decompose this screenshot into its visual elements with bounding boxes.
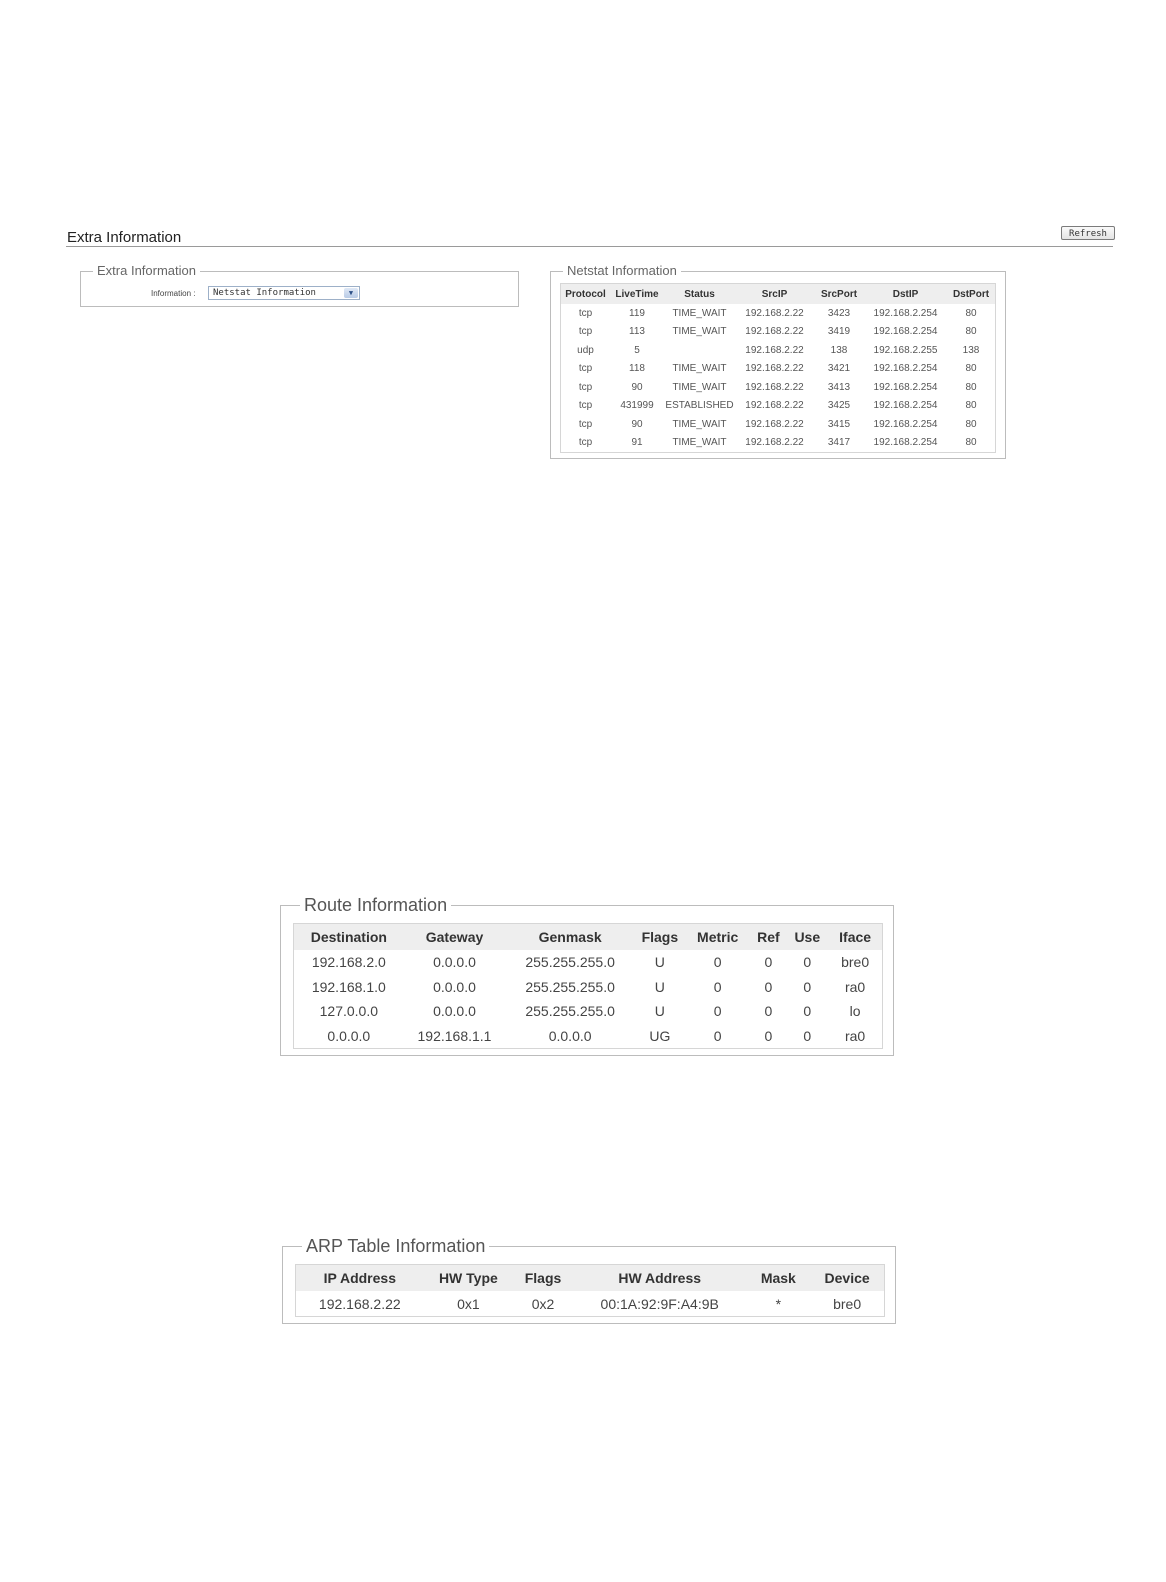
netstat-cell: 192.168.2.22 (745, 381, 804, 393)
netstat-cell: tcp (578, 307, 593, 319)
route-information-legend: Route Information (300, 895, 451, 916)
table-row (561, 341, 995, 360)
netstat-information-panel (550, 263, 1006, 459)
netstat-cell: 192.168.2.22 (745, 437, 804, 449)
route-cell: 0 (764, 1003, 773, 1020)
netstat-cell: 80 (965, 418, 977, 430)
netstat-cell: tcp (578, 400, 593, 412)
route-cell: U (654, 978, 665, 995)
refresh-button[interactable]: Refresh (1061, 226, 1115, 240)
netstat-cell: ESTABLISHED (665, 400, 734, 412)
netstat-cell: 90 (631, 381, 643, 393)
netstat-column-header: DstPort (947, 284, 995, 304)
netstat-column-header: Status (664, 284, 735, 304)
information-select-value: Netstat Information (213, 288, 316, 298)
netstat-cell: 3415 (827, 418, 851, 430)
route-column-header: Metric (685, 924, 751, 950)
arp-cell: bre0 (833, 1295, 862, 1312)
route-cell: 127.0.0.0 (319, 1003, 379, 1020)
netstat-cell: tcp (578, 418, 593, 430)
route-cell: U (654, 954, 665, 971)
arp-body (296, 1291, 884, 1316)
route-cell: 0 (764, 978, 773, 995)
route-cell: 192.168.1.1 (417, 1027, 492, 1044)
page-title: Extra Information (67, 229, 182, 246)
table-row (294, 950, 882, 975)
netstat-cell: 192.168.2.254 (873, 400, 938, 412)
netstat-cell: TIME_WAIT (672, 437, 727, 449)
arp-column-header: IP Address (296, 1265, 424, 1291)
netstat-table-frame (560, 283, 996, 453)
netstat-cell: TIME_WAIT (672, 418, 727, 430)
netstat-cell: 3413 (827, 381, 851, 393)
netstat-column-header: Protocol (561, 284, 610, 304)
netstat-cell: 192.168.2.22 (745, 326, 804, 338)
route-cell: 0.0.0.0 (548, 1027, 592, 1044)
arp-table (296, 1265, 884, 1316)
table-row (561, 415, 995, 434)
arp-cell: 00:1A:92:9F:A4:9B (600, 1295, 719, 1312)
arp-column-header: HW Address (573, 1265, 747, 1291)
route-information-panel (280, 895, 894, 1056)
netstat-cell: 80 (965, 437, 977, 449)
route-cell: lo (849, 1003, 861, 1020)
route-cell: UG (649, 1027, 671, 1044)
netstat-cell: 138 (830, 344, 848, 356)
netstat-table (561, 284, 995, 452)
netstat-cell: 118 (629, 363, 645, 375)
arp-table-frame (295, 1264, 885, 1317)
netstat-cell: 80 (965, 381, 977, 393)
route-header-row (294, 924, 882, 950)
information-label: Information : (151, 289, 196, 298)
netstat-cell: tcp (578, 381, 593, 393)
netstat-cell: 192.168.2.254 (873, 307, 938, 319)
netstat-cell: 192.168.2.22 (745, 344, 804, 356)
netstat-header-row (561, 284, 995, 304)
netstat-cell: 3421 (827, 363, 851, 375)
netstat-cell: 192.168.2.254 (873, 418, 938, 430)
route-column-header: Flags (635, 924, 685, 950)
netstat-cell: 80 (965, 326, 977, 338)
netstat-cell: 192.168.2.254 (873, 326, 938, 338)
route-column-header: Genmask (505, 924, 635, 950)
netstat-cell: TIME_WAIT (672, 381, 727, 393)
table-row (296, 1291, 884, 1316)
arp-cell: 192.168.2.22 (318, 1295, 401, 1312)
netstat-cell: TIME_WAIT (672, 307, 727, 319)
netstat-cell: 80 (965, 363, 977, 375)
arp-header-row (296, 1265, 884, 1291)
netstat-information-legend: Netstat Information (563, 263, 681, 278)
route-cell: 0.0.0.0 (433, 1003, 476, 1020)
arp-cell: 0x2 (531, 1295, 555, 1312)
table-row (561, 360, 995, 379)
table-row (561, 304, 995, 323)
netstat-cell: 192.168.2.22 (745, 307, 804, 319)
netstat-cell: 3419 (827, 326, 851, 338)
netstat-cell: tcp (578, 363, 593, 375)
route-table-frame (293, 923, 883, 1049)
table-row (561, 323, 995, 342)
netstat-column-header: DstIP (864, 284, 947, 304)
netstat-cell: 113 (629, 326, 645, 338)
route-column-header: Destination (294, 924, 404, 950)
netstat-cell: 3425 (827, 400, 851, 412)
route-cell: 0 (713, 978, 722, 995)
route-column-header: Use (786, 924, 828, 950)
netstat-cell: 80 (965, 307, 977, 319)
route-column-header: Iface (828, 924, 882, 950)
route-cell: 0 (803, 978, 812, 995)
netstat-column-header: SrcIP (735, 284, 814, 304)
route-cell: 255.255.255.0 (525, 978, 615, 995)
netstat-cell: 192.168.2.22 (745, 400, 804, 412)
netstat-cell: 80 (965, 400, 977, 412)
netstat-cell: 192.168.2.254 (873, 381, 938, 393)
route-cell: 0 (764, 954, 773, 971)
netstat-column-header: SrcPort (814, 284, 864, 304)
route-cell: 0 (803, 1003, 812, 1020)
route-body (294, 950, 882, 1048)
route-cell: 0.0.0.0 (327, 1027, 371, 1044)
arp-cell: * (775, 1295, 782, 1312)
arp-column-header: Flags (513, 1265, 573, 1291)
netstat-cell: tcp (578, 437, 593, 449)
netstat-cell: 3423 (827, 307, 851, 319)
information-select[interactable] (208, 286, 360, 300)
arp-column-header: Mask (746, 1265, 810, 1291)
table-row (294, 975, 882, 1000)
netstat-cell: 192.168.2.255 (873, 344, 938, 356)
arp-table-information-legend: ARP Table Information (302, 1236, 489, 1257)
route-column-header: Gateway (404, 924, 506, 950)
route-cell: 0 (713, 954, 722, 971)
route-cell: 255.255.255.0 (525, 1003, 615, 1020)
netstat-cell: 119 (629, 307, 645, 319)
table-row (294, 1024, 882, 1049)
route-cell: bre0 (841, 954, 870, 971)
arp-column-header: HW Type (424, 1265, 514, 1291)
arp-column-header: Device (810, 1265, 884, 1291)
netstat-cell: 192.168.2.22 (745, 363, 804, 375)
netstat-cell: 192.168.2.254 (873, 437, 938, 449)
route-cell: 255.255.255.0 (525, 954, 615, 971)
route-cell: 192.168.2.0 (311, 954, 386, 971)
table-row (561, 397, 995, 416)
netstat-cell: TIME_WAIT (672, 326, 727, 338)
netstat-cell: udp (577, 344, 594, 356)
route-cell: 0 (803, 1027, 812, 1044)
table-row (561, 434, 995, 453)
route-cell: 0 (803, 954, 812, 971)
route-cell: ra0 (844, 1027, 866, 1044)
netstat-cell: 91 (631, 437, 643, 449)
route-cell: 0 (713, 1003, 722, 1020)
netstat-cell: 3417 (827, 437, 851, 449)
route-column-header: Ref (751, 924, 787, 950)
netstat-cell (664, 341, 735, 360)
netstat-body (561, 304, 995, 452)
table-row (561, 378, 995, 397)
chevron-down-icon[interactable]: ▼ (344, 288, 358, 298)
netstat-cell: tcp (578, 326, 593, 338)
route-cell: 0.0.0.0 (433, 954, 476, 971)
extra-information-legend: Extra Information (93, 263, 200, 278)
route-cell: 192.168.1.0 (311, 978, 386, 995)
arp-cell: 0x1 (457, 1295, 480, 1312)
netstat-cell: 192.168.2.22 (745, 418, 804, 430)
route-cell: ra0 (844, 978, 866, 995)
route-cell: 0 (713, 1027, 722, 1044)
netstat-column-header: LiveTime (610, 284, 664, 304)
title-divider (66, 246, 1113, 247)
netstat-cell: 431999 (620, 400, 654, 412)
arp-table-information-panel (282, 1236, 896, 1324)
extra-information-panel (80, 263, 519, 307)
route-cell: U (654, 1003, 665, 1020)
route-cell: 0 (764, 1027, 773, 1044)
route-cell: 0.0.0.0 (433, 978, 476, 995)
netstat-cell: 5 (634, 344, 640, 356)
netstat-cell: TIME_WAIT (672, 363, 727, 375)
netstat-cell: 138 (962, 344, 980, 356)
netstat-cell: 192.168.2.254 (873, 363, 938, 375)
table-row (294, 999, 882, 1024)
route-table (294, 924, 882, 1048)
netstat-cell: 90 (631, 418, 643, 430)
